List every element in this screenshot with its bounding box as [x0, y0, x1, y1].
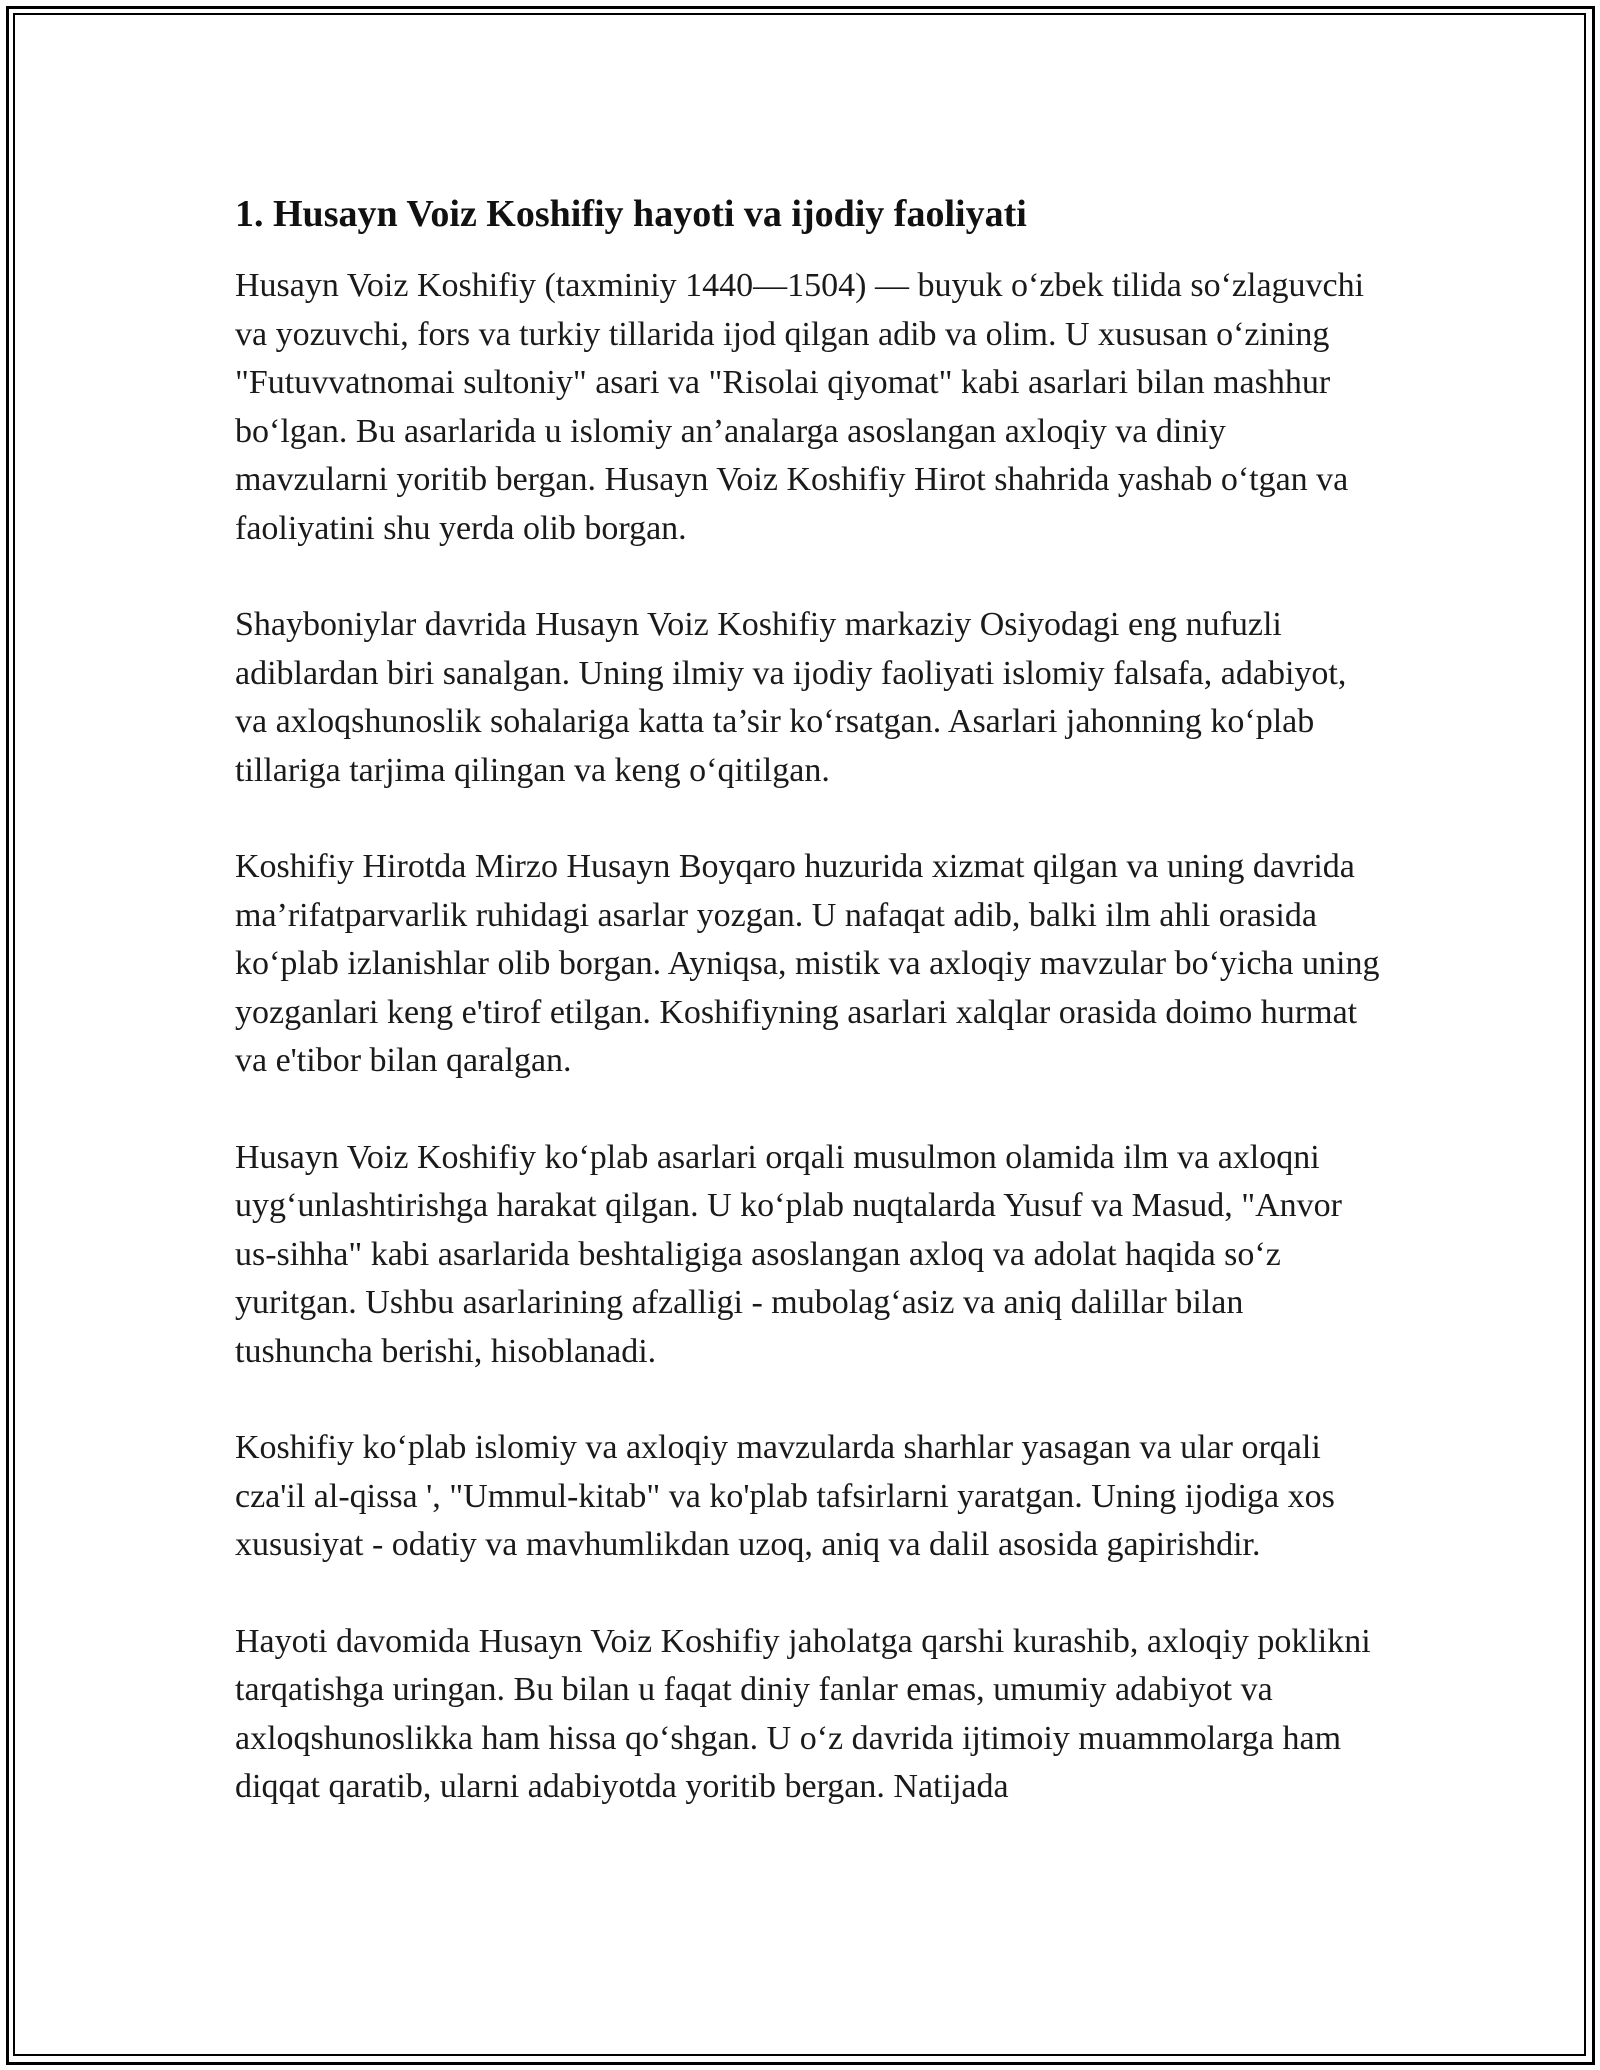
document-body	[235, 190, 1385, 1860]
paragraph-2: Shayboniylar davrida Husayn Voiz Koshifiy markaziy Osiyodagi eng nufuzli adiblardan biri sanalgan. Uning ilmiy va ijodiy faoliyati islomiy falsafa, adabiyot, va axloqshunoslik sohalariga katta ta’sir koʻrsatgan. Asarlari jahonning koʻplab tillariga tarjima qilingan va keng oʻqitilgan.	[235, 606, 1347, 789]
paragraph-6: Hayoti davomida Husayn Voiz Koshifiy jaholatga qarshi kurashib, axloqiy poklikni tarqatishga uringan. Bu bilan u faqat diniy fanlar emas, umumiy adabiyot va axloqshunoslikka ham hissa qoʻshgan. U oʻz davrida ijtimoiy muammolarga ham diqqat qaratib, ularni adabiyotda yoritib bergan. Natijada	[235, 1622, 1371, 1805]
section-heading: 1. Husayn Voiz Koshifiy hayoti va ijodiy faoliyati	[235, 193, 1027, 235]
paragraph-4: Husayn Voiz Koshifiy koʻplab asarlari orqali musulmon olamida ilm va axloqni uygʻunlashtirishga harakat qilgan. U koʻplab nuqtalarda Yusuf va Masud, "Anvor us-sihha" kabi asarlarida beshtaligiga asoslangan axloq va adolat haqida soʻz yuritgan. Ushbu asarlarining afzalligi - mubolagʻasiz va aniq dalillar bilan tushuncha berishi, hisoblanadi.	[235, 1138, 1342, 1370]
paragraph-3: Koshifiy Hirotda Mirzo Husayn Boyqaro huzurida xizmat qilgan va uning davrida ma’rifatparvarlik ruhidagi asarlar yozgan. U nafaqat adib, balki ilm ahli orasida koʻplab izlanishlar olib borgan. Ayniqsa, mistik va axloqiy mavzular boʻyicha uning yozganlari keng e'tirof etilgan. Koshifiyning asarlari xalqlar orasida doimo hurmat va e'tibor bilan qaralgan.	[235, 848, 1380, 1079]
paragraph-5: Koshifiy koʻplab islomiy va axloqiy mavzularda sharhlar yasagan va ular orqali cza'il al-qissa ', "Ummul-kitab" va ko'plab tafsirlarni yaratgan. Uning ijodiga xos xususiyat - odatiy va mavhumlikdan uzoq, aniq va dalil asosida gapirishdir.	[235, 1429, 1335, 1563]
paragraph-1: Husayn Voiz Koshifiy (taxminiy 1440—1504) — buyuk oʻzbek tilida soʻzlaguvchi va yozuvchi, fors va turkiy tillarida ijod qilgan adib va olim. U xususan oʻzining "Futuvvatnomai sultoniy" asari va "Risolai qiyomat" kabi asarlari bilan mashhur boʻlgan. Bu asarlarida u islomiy an’analarga asoslangan axloqiy va diniy mavzularni yoritib bergan. Husayn Voiz Koshifiy Hirot shahrida yashab oʻtgan va faoliyatini shu yerda olib borgan.	[235, 267, 1365, 547]
